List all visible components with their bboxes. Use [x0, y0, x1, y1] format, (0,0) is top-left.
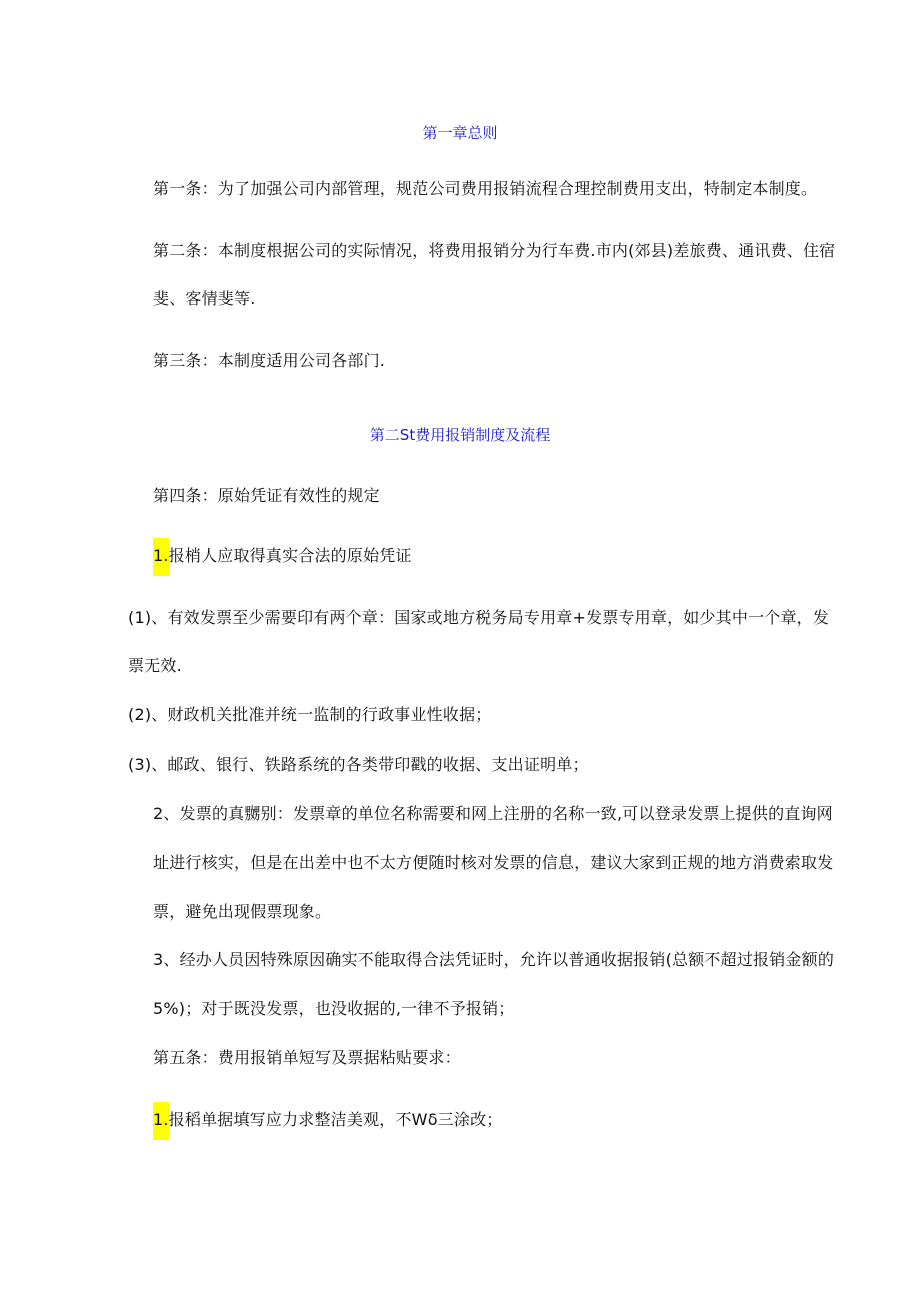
item-1-number-highlight: 1.: [153, 538, 169, 576]
item-3-line-2: 5%)；对于既没发票，也没收据的,一律不予报销；: [153, 999, 515, 1018]
sub-item-2: (2)、财政机关批准并统一监制的行政事业性收据；: [128, 705, 492, 724]
item-5-1-number-highlight: 1.: [153, 1102, 169, 1140]
item-5-1-text: 报稻单据填写应力求整洁美观，不Wδ三涂改；: [168, 1110, 503, 1129]
article-5: 第五条：费用报销单短写及票据粘贴要求：: [153, 1048, 461, 1067]
sub-item-1-line-2: 票无效.: [128, 656, 182, 675]
sub-item-1-line-1: (1)、有效发票至少需要印有两个章：国家或地方税务局专用章+发票专用章，如少其中一个章，发: [128, 608, 830, 627]
item-2-line-2: 址进行核实，但是在出差中也不太方便随时核对发票的信息，建议大家到正规的地方消费索取发: [153, 853, 834, 872]
item-1: [153, 546, 412, 576]
article-1: 第一条：为了加强公司内部管理，规范公司费用报销流程合理控制费用支出，特制定本制度。: [153, 179, 818, 198]
sub-item-3: (3)、邮政、银行、铁路系统的各类带印戳的收据、支出证明单；: [128, 755, 589, 774]
article-4: 第四条：原始凭证有效性的规定: [153, 486, 380, 505]
item-5-1: [153, 1110, 502, 1140]
chapter-2-title: 第二St费用报销制度及流程: [369, 426, 551, 444]
article-3: 第三条：本制度适用公司各部门.: [153, 351, 386, 370]
item-2-line-3: 票，避免出现假票现象。: [153, 902, 332, 921]
article-2-line-1: 第二条：本制度根据公司的实际情况，将费用报销分为行车费.市内(郊县)差旅费、通讯费、住宿: [153, 241, 836, 260]
item-3-line-1: 3、经办人员因特殊原因确实不能取得合法凭证时，允许以普通收据报销(总额不超过报销金额的: [153, 950, 835, 969]
item-1-text: 报梢人应取得真实合法的原始凭证: [168, 546, 412, 565]
chapter-1-title: 第一章总则: [422, 124, 498, 142]
article-2-line-2: 斐、客情斐等.: [153, 289, 256, 308]
item-2-line-1: 2、发票的真嬲别：发票章的单位名称需要和网上注册的名称一致,可以登录发票上提供的直询网: [153, 804, 833, 823]
